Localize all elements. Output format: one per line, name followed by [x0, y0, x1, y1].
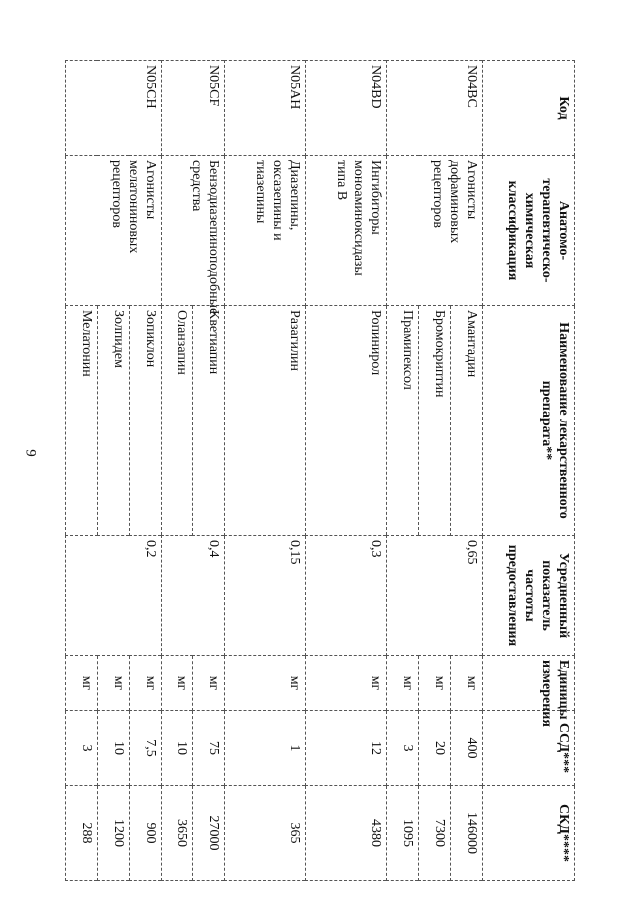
header-ssd: ССД*** [483, 711, 575, 786]
ssd-cell: 3 [387, 711, 419, 786]
unit-cell: мг [419, 656, 451, 711]
drug-name-cell: Амантадин [451, 306, 483, 536]
group-indicator-cell: 0,4 [161, 536, 225, 656]
ssd-cell: 75 [193, 711, 225, 786]
group-classification-cell: Бензодиазепиноподобные средства [161, 156, 225, 306]
skd-cell: 900 [129, 786, 161, 881]
group-code-cell: N05AH [225, 61, 306, 156]
drug-name-cell: Зопиклон [129, 306, 161, 536]
group-code-cell: N05CH [66, 61, 162, 156]
table-header-row [483, 61, 575, 881]
rotated-table-container [65, 60, 575, 880]
table-row [225, 61, 306, 881]
drug-table [65, 60, 575, 881]
skd-cell: 27000 [193, 786, 225, 881]
skd-cell: 1200 [97, 786, 129, 881]
page-number: 9 [22, 449, 39, 457]
unit-cell: мг [161, 656, 193, 711]
group-indicator-cell: 0,15 [225, 536, 306, 656]
unit-cell: мг [193, 656, 225, 711]
ssd-cell: 10 [97, 711, 129, 786]
unit-cell: мг [97, 656, 129, 711]
group-classification-cell: Агонисты мелатониновых рецепторов [66, 156, 162, 306]
group-classification-cell: Ингибиторы моноаминоксидазы типа B [306, 156, 387, 306]
drug-name-cell: Золпидем [97, 306, 129, 536]
skd-cell: 288 [66, 786, 98, 881]
table-row [129, 61, 161, 881]
drug-name-cell: Бромокриптин [419, 306, 451, 536]
ssd-cell: 12 [306, 711, 387, 786]
unit-cell: мг [306, 656, 387, 711]
header-unit: Единицы измерения [483, 656, 575, 711]
ssd-cell: 7,5 [129, 711, 161, 786]
group-classification-cell: Агонисты дофаминовых рецепторов [387, 156, 483, 306]
drug-name-cell: Оланзапин [161, 306, 193, 536]
ssd-cell: 1 [225, 711, 306, 786]
group-code-cell: N04BD [306, 61, 387, 156]
skd-cell: 365 [225, 786, 306, 881]
table-row [451, 61, 483, 881]
skd-cell: 1095 [387, 786, 419, 881]
ssd-cell: 20 [419, 711, 451, 786]
drug-name-cell: Кветиапин [193, 306, 225, 536]
drug-name-cell: Прамипексол [387, 306, 419, 536]
ssd-cell: 400 [451, 711, 483, 786]
group-indicator-cell: 0,2 [66, 536, 162, 656]
group-classification-cell: Диазепины, оксазепины и тиазепины [225, 156, 306, 306]
unit-cell: мг [387, 656, 419, 711]
header-skd: СКД**** [483, 786, 575, 881]
skd-cell: 4380 [306, 786, 387, 881]
skd-cell: 3650 [161, 786, 193, 881]
header-drug: Наименование лекарственного препарата** [483, 306, 575, 536]
group-indicator-cell: 0,65 [387, 536, 483, 656]
table-row [306, 61, 387, 881]
unit-cell: мг [129, 656, 161, 711]
group-code-cell: N05CF [161, 61, 225, 156]
drug-name-cell: Ропинирол [306, 306, 387, 536]
table-row [193, 61, 225, 881]
unit-cell: мг [66, 656, 98, 711]
skd-cell: 146000 [451, 786, 483, 881]
group-indicator-cell: 0,3 [306, 536, 387, 656]
unit-cell: мг [225, 656, 306, 711]
header-indicator: Усредненный показатель частоты предоставления [483, 536, 575, 656]
header-classification: Анатомо-терапевтическо-химическая классификация [483, 156, 575, 306]
skd-cell: 7300 [419, 786, 451, 881]
drug-name-cell: Разагилин [225, 306, 306, 536]
drug-name-cell: Мелатонин [66, 306, 98, 536]
ssd-cell: 3 [66, 711, 98, 786]
header-code: Код [483, 61, 575, 156]
ssd-cell: 10 [161, 711, 193, 786]
group-code-cell: N04BC [387, 61, 483, 156]
unit-cell: мг [451, 656, 483, 711]
